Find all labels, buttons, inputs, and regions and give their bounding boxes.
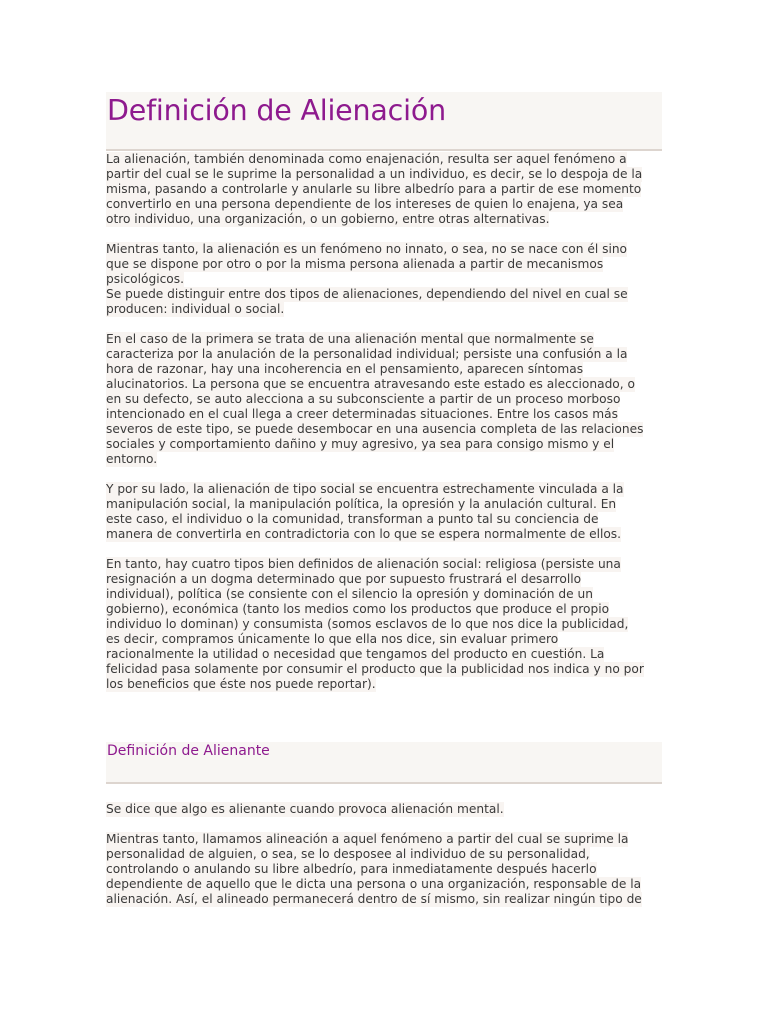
- section-alienante: [106, 802, 662, 907]
- text-line: severos de este tipo, se puede desembocar en una ausencia completa de las relaciones: [106, 422, 644, 436]
- text-line: psicológicos.: [106, 272, 184, 286]
- subtitle-header: [106, 742, 662, 784]
- paragraph: [106, 832, 662, 907]
- text-line: que se dispone por otro o por la misma persona alienada a partir de mecanismos: [106, 257, 604, 271]
- text-line: sociales y comportamiento dañino y muy agresivo, ya sea para consigo mismo y el: [106, 437, 615, 451]
- paragraph-gap: [106, 227, 662, 242]
- text-line: dependiente de aquello que le dicta una persona o una organización, responsable de la: [106, 877, 642, 891]
- text-line: Y por su lado, la alienación de tipo social se encuentra estrechamente vinculada a la: [106, 482, 624, 496]
- paragraph-gap: [106, 317, 662, 332]
- text-line: individual), política (se consiente con el silencio la opresión y dominación de un: [106, 587, 593, 601]
- text-line: otro individuo, una organización, o un gobierno, entre otras alternativas.: [106, 212, 550, 226]
- paragraph: [106, 332, 662, 467]
- text-line: Mientras tanto, la alienación es un fenómeno no innato, o sea, no se nace con él sino: [106, 242, 628, 256]
- text-line: convertirlo en una persona dependiente de los intereses de quien lo enajena, ya sea: [106, 197, 624, 211]
- text-line: manera de convertirla en contradictoria con lo que se espera normalmente de ellos.: [106, 527, 622, 541]
- text-line: en su defecto, se auto alecciona a su subconsciente a partir de un proceso morboso: [106, 392, 621, 406]
- section-subtitle: Definición de Alienante: [107, 743, 270, 759]
- document-page: [106, 92, 662, 907]
- text-line: hora de razonar, hay una incoherencia en el pensamiento, aparecen síntomas: [106, 362, 584, 376]
- text-line: controlando o anulando su libre albedrío, para inmediatamente después hacerlo: [106, 862, 597, 876]
- text-line: Se puede distinguir entre dos tipos de alienaciones, dependiendo del nivel en cual se: [106, 287, 628, 301]
- text-line: alienación. Así, el alineado permanecerá dentro de sí mismo, sin realizar ningún tipo de: [106, 892, 642, 906]
- text-line: alucinatorios. La persona que se encuentra atravesando este estado es aleccionado, o: [106, 377, 635, 391]
- text-line: intencionado en el cual llega a creer determinadas situaciones. Entre los casos más: [106, 407, 618, 421]
- text-line: este caso, el individuo o la comunidad, transforman a punto tal su conciencia de: [106, 512, 599, 526]
- text-line: En el caso de la primera se trata de una alienación mental que normalmente se: [106, 332, 594, 346]
- text-line: La alienación, también denominada como enajenación, resulta ser aquel fenómeno a: [106, 152, 627, 166]
- text-line: Mientras tanto, llamamos alineación a aquel fenómeno a partir del cual se suprime la: [106, 832, 629, 846]
- text-line: partir del cual se le suprime la personalidad a un individuo, es decir, se lo despoja de la: [106, 167, 643, 181]
- page-title: Definición de Alienación: [107, 94, 446, 127]
- text-line: resignación a un dogma determinado que por supuesto frustrará el desarrollo: [106, 572, 582, 586]
- paragraph-gap: [106, 542, 662, 557]
- text-line: misma, pasando a controlarle y anularle su libre albedrío para a partir de ese momento: [106, 182, 642, 196]
- text-line: individuo lo dominan) y consumista (somos esclavos de lo que nos dice la publicidad,: [106, 617, 629, 631]
- paragraph: [106, 802, 662, 817]
- text-line: En tanto, hay cuatro tipos bien definidos de alienación social: religiosa (persiste una: [106, 557, 621, 571]
- title-header: [106, 92, 662, 151]
- paragraph: [106, 557, 662, 692]
- text-line: Se dice que algo es alienante cuando provoca alienación mental.: [106, 802, 504, 816]
- text-line: producen: individual o social.: [106, 302, 285, 316]
- paragraph: [106, 152, 662, 227]
- text-line: caracteriza por la anulación de la personalidad individual; persiste una confusión a la: [106, 347, 628, 361]
- text-line: los beneficios que éste nos puede reportar).: [106, 677, 376, 691]
- paragraph: [106, 482, 662, 542]
- text-line: gobierno), económica (tanto los medios como los productos que produce el propio: [106, 602, 610, 616]
- paragraph-gap: [106, 817, 662, 832]
- text-line: felicidad pasa solamente por consumir el producto que la publicidad nos indica y no por: [106, 662, 644, 676]
- paragraph-gap: [106, 467, 662, 482]
- section-alienacion: [106, 152, 662, 692]
- text-line: racionalmente la utilidad o necesidad que tengamos del producto en cuestión. La: [106, 647, 605, 661]
- paragraph: [106, 242, 662, 317]
- text-line: manipulación social, la manipulación política, la opresión y la anulación cultural. En: [106, 497, 617, 511]
- text-line: entorno.: [106, 452, 158, 466]
- text-line: personalidad de alguien, o sea, se lo desposee al individuo de su personalidad,: [106, 847, 590, 861]
- text-line: es decir, compramos únicamente lo que ella nos dice, sin evaluar primero: [106, 632, 559, 646]
